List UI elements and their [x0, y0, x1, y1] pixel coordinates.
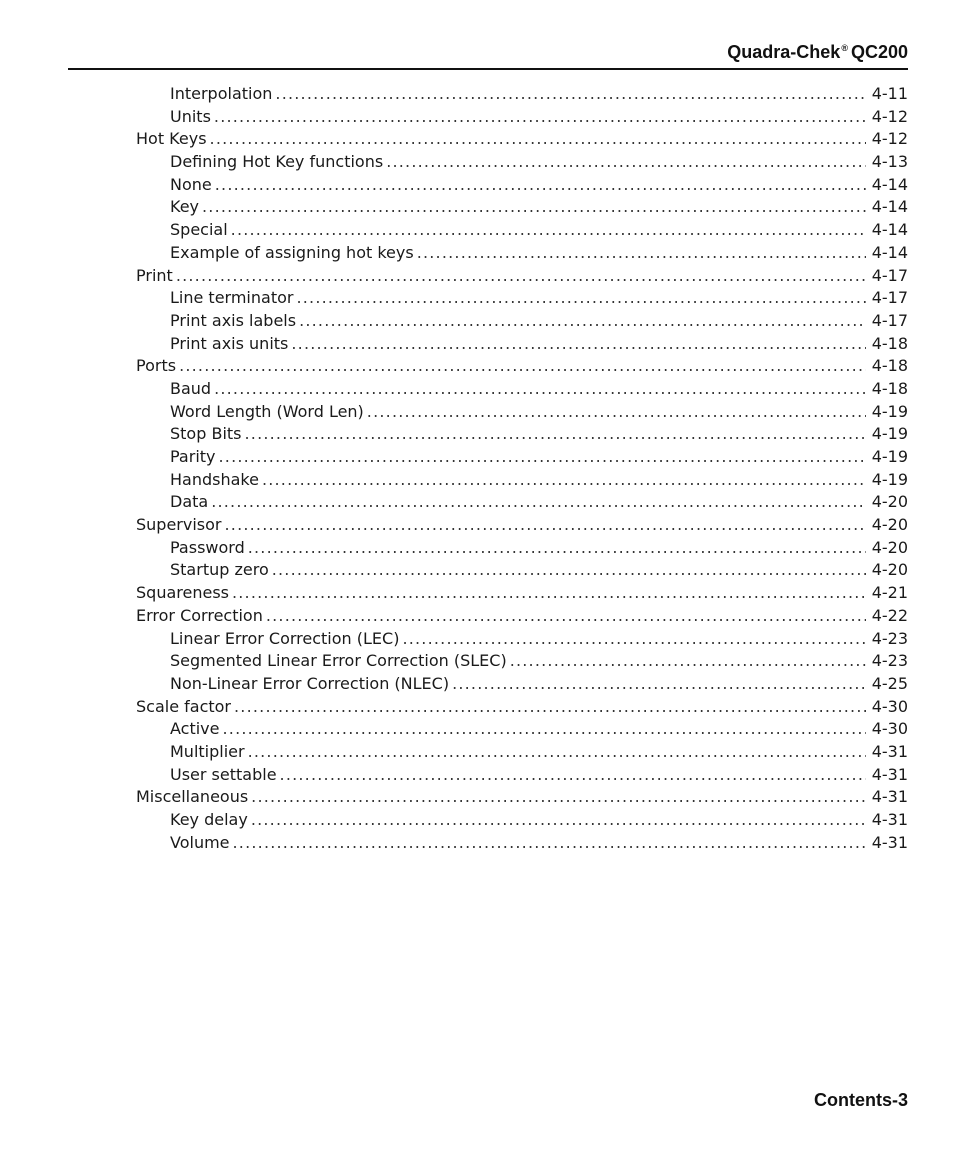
- toc-entry[interactable]: [136, 491, 908, 514]
- toc-entry[interactable]: [136, 128, 908, 151]
- dot-leader: [176, 265, 866, 288]
- toc-entry-page: 4-14: [871, 197, 908, 217]
- dot-leader: [232, 582, 866, 605]
- toc-entry[interactable]: [136, 764, 908, 787]
- dot-leader: [291, 333, 865, 356]
- toc-entry-label: User settable: [170, 764, 277, 784]
- toc-entry-page: 4-19: [871, 447, 908, 466]
- toc-entry-page: 4-23: [871, 651, 908, 671]
- toc-entry-label: Error Correction: [136, 605, 263, 625]
- toc-entry[interactable]: [136, 832, 908, 855]
- toc-entry-page: 4-31: [871, 787, 908, 807]
- toc-entry-label: Example of assigning hot keys: [170, 242, 414, 262]
- toc-entry[interactable]: [136, 741, 908, 764]
- toc-entry-page: 4-12: [871, 106, 908, 126]
- dot-leader: [202, 196, 866, 219]
- toc-entry-page: 4-31: [871, 741, 908, 761]
- dot-leader: [231, 219, 866, 242]
- dot-leader: [452, 673, 866, 696]
- toc-entry[interactable]: [136, 514, 908, 537]
- toc-entry-page: 4-20: [871, 515, 908, 535]
- toc-entry[interactable]: [136, 106, 908, 129]
- toc-entry[interactable]: [136, 696, 908, 719]
- toc-entry-label: Handshake: [170, 469, 259, 489]
- toc-entry-page: 4-22: [871, 605, 908, 625]
- dot-leader: [223, 718, 866, 741]
- toc-entry-page: 4-31: [871, 764, 908, 784]
- toc-entry[interactable]: [136, 83, 908, 106]
- toc-entry-label: Linear Error Correction (LEC): [170, 628, 400, 648]
- toc-entry[interactable]: [136, 786, 908, 809]
- toc-entry[interactable]: [136, 809, 908, 832]
- dot-leader: [262, 469, 866, 492]
- dot-leader: [248, 537, 866, 560]
- toc-entry[interactable]: [136, 673, 908, 696]
- toc-entry[interactable]: [136, 242, 908, 265]
- header-rule: [68, 68, 908, 70]
- toc-entry-page: 4-18: [871, 333, 908, 353]
- toc-entry-label: Parity: [170, 447, 216, 466]
- dot-leader: [214, 378, 866, 401]
- dot-leader: [248, 741, 866, 764]
- dot-leader: [251, 809, 866, 832]
- toc-entry[interactable]: [136, 605, 908, 628]
- dot-leader: [386, 151, 866, 174]
- dot-leader: [214, 106, 866, 129]
- toc-entry-page: 4-30: [871, 719, 908, 739]
- toc-entry-page: 4-20: [871, 537, 908, 557]
- toc-entry[interactable]: [136, 151, 908, 174]
- toc-entry-page: 4-21: [871, 583, 908, 603]
- dot-leader: [225, 514, 866, 537]
- toc-entry-page: 4-25: [871, 673, 908, 693]
- toc-entry-page: 4-18: [871, 356, 908, 376]
- toc-entry-label: Interpolation: [170, 84, 273, 103]
- toc-entry-label: Print axis labels: [170, 310, 297, 330]
- dot-leader: [402, 628, 865, 651]
- toc-entry-label: Baud: [170, 378, 212, 398]
- toc-entry-page: 4-23: [871, 628, 908, 648]
- toc-entry-page: 4-20: [871, 560, 908, 580]
- toc-entry[interactable]: [136, 582, 908, 605]
- toc-entry-page: 4-11: [871, 84, 908, 103]
- toc-entry-label: Multiplier: [170, 741, 245, 761]
- toc-entry[interactable]: [136, 265, 908, 288]
- toc-entry-label: Non-Linear Error Correction (NLEC): [170, 673, 450, 693]
- registered-mark: ®: [841, 43, 848, 53]
- toc-entry[interactable]: [136, 219, 908, 242]
- toc-entry-label: Key delay: [170, 810, 248, 829]
- toc-entry-label: Supervisor: [136, 515, 222, 535]
- toc-entry[interactable]: [136, 196, 908, 219]
- header-model: QC200: [850, 42, 908, 62]
- toc-entry-page: 4-31: [871, 810, 908, 829]
- toc-entry-page: 4-14: [871, 174, 908, 194]
- running-header: [727, 42, 908, 63]
- dot-leader: [215, 174, 866, 197]
- dot-leader: [245, 423, 866, 446]
- toc-entry-label: Segmented Linear Error Correction (SLEC): [170, 651, 507, 671]
- dot-leader: [233, 832, 866, 855]
- toc-entry-label: Miscellaneous: [136, 787, 249, 807]
- toc-entry[interactable]: [136, 174, 908, 197]
- toc-entry-page: 4-14: [871, 242, 908, 262]
- toc-entry-page: 4-17: [871, 265, 908, 285]
- toc-entry-page: 4-18: [871, 378, 908, 398]
- toc-entry-page: 4-17: [871, 310, 908, 330]
- dot-leader: [275, 83, 865, 106]
- dot-leader: [211, 491, 865, 514]
- dot-leader: [179, 355, 866, 378]
- header-title: Quadra-Chek: [727, 42, 841, 62]
- toc-entry[interactable]: [136, 537, 908, 560]
- toc-entry-label: Stop Bits: [170, 424, 242, 444]
- toc-entry-label: Hot Keys: [136, 129, 207, 149]
- toc-entry-label: Units: [170, 106, 211, 126]
- dot-leader: [510, 650, 866, 673]
- toc-entry-label: Password: [170, 537, 245, 557]
- table-of-contents: [136, 83, 908, 854]
- dot-leader: [280, 764, 866, 787]
- toc-entry[interactable]: [136, 559, 908, 582]
- dot-leader: [272, 559, 866, 582]
- toc-entry[interactable]: [136, 628, 908, 651]
- toc-entry-label: Key: [170, 197, 200, 217]
- dot-leader: [299, 310, 866, 333]
- toc-entry-page: 4-12: [871, 129, 908, 149]
- dot-leader: [266, 605, 866, 628]
- toc-entry-page: 4-13: [871, 152, 908, 172]
- toc-entry-page: 4-14: [871, 220, 908, 240]
- toc-entry[interactable]: [136, 310, 908, 333]
- toc-entry-label: Active: [170, 719, 220, 739]
- dot-leader: [367, 401, 866, 424]
- toc-entry[interactable]: [136, 423, 908, 446]
- dot-leader: [417, 242, 866, 265]
- dot-leader: [234, 696, 866, 719]
- toc-entry-label: Print: [136, 265, 173, 285]
- toc-entry-label: Volume: [170, 832, 230, 852]
- toc-entry[interactable]: [136, 355, 908, 378]
- toc-entry-page: 4-30: [871, 696, 908, 716]
- page-footer: Contents-3: [814, 1090, 908, 1110]
- dot-leader: [210, 128, 866, 151]
- toc-entry[interactable]: [136, 401, 908, 424]
- toc-entry-label: Scale factor: [136, 696, 232, 716]
- dot-leader: [251, 786, 866, 809]
- toc-entry-label: Defining Hot Key functions: [170, 152, 384, 172]
- dot-leader: [296, 287, 865, 310]
- toc-entry-label: Line terminator: [170, 288, 294, 308]
- toc-entry[interactable]: [136, 333, 908, 356]
- toc-entry-label: Print axis units: [170, 333, 289, 353]
- toc-entry-page: 4-20: [871, 492, 908, 512]
- toc-entry[interactable]: [136, 650, 908, 673]
- toc-entry[interactable]: [136, 378, 908, 401]
- toc-entry[interactable]: [136, 718, 908, 741]
- toc-entry[interactable]: [136, 287, 908, 310]
- toc-entry[interactable]: [136, 469, 908, 492]
- toc-entry-label: Squareness: [136, 583, 229, 603]
- toc-entry-label: None: [170, 174, 212, 194]
- dot-leader: [219, 446, 866, 469]
- toc-entry-label: Word Length (Word Len): [170, 401, 364, 421]
- toc-entry[interactable]: [136, 446, 908, 469]
- toc-entry-label: Ports: [136, 356, 177, 376]
- toc-entry-page: 4-19: [871, 401, 908, 421]
- toc-entry-page: 4-19: [871, 469, 908, 489]
- toc-entry-label: Data: [170, 492, 209, 512]
- toc-entry-label: Startup zero: [170, 560, 269, 580]
- toc-entry-label: Special: [170, 220, 228, 240]
- toc-entry-page: 4-19: [871, 424, 908, 444]
- toc-entry-page: 4-17: [871, 288, 908, 308]
- toc-entry-page: 4-31: [871, 832, 908, 852]
